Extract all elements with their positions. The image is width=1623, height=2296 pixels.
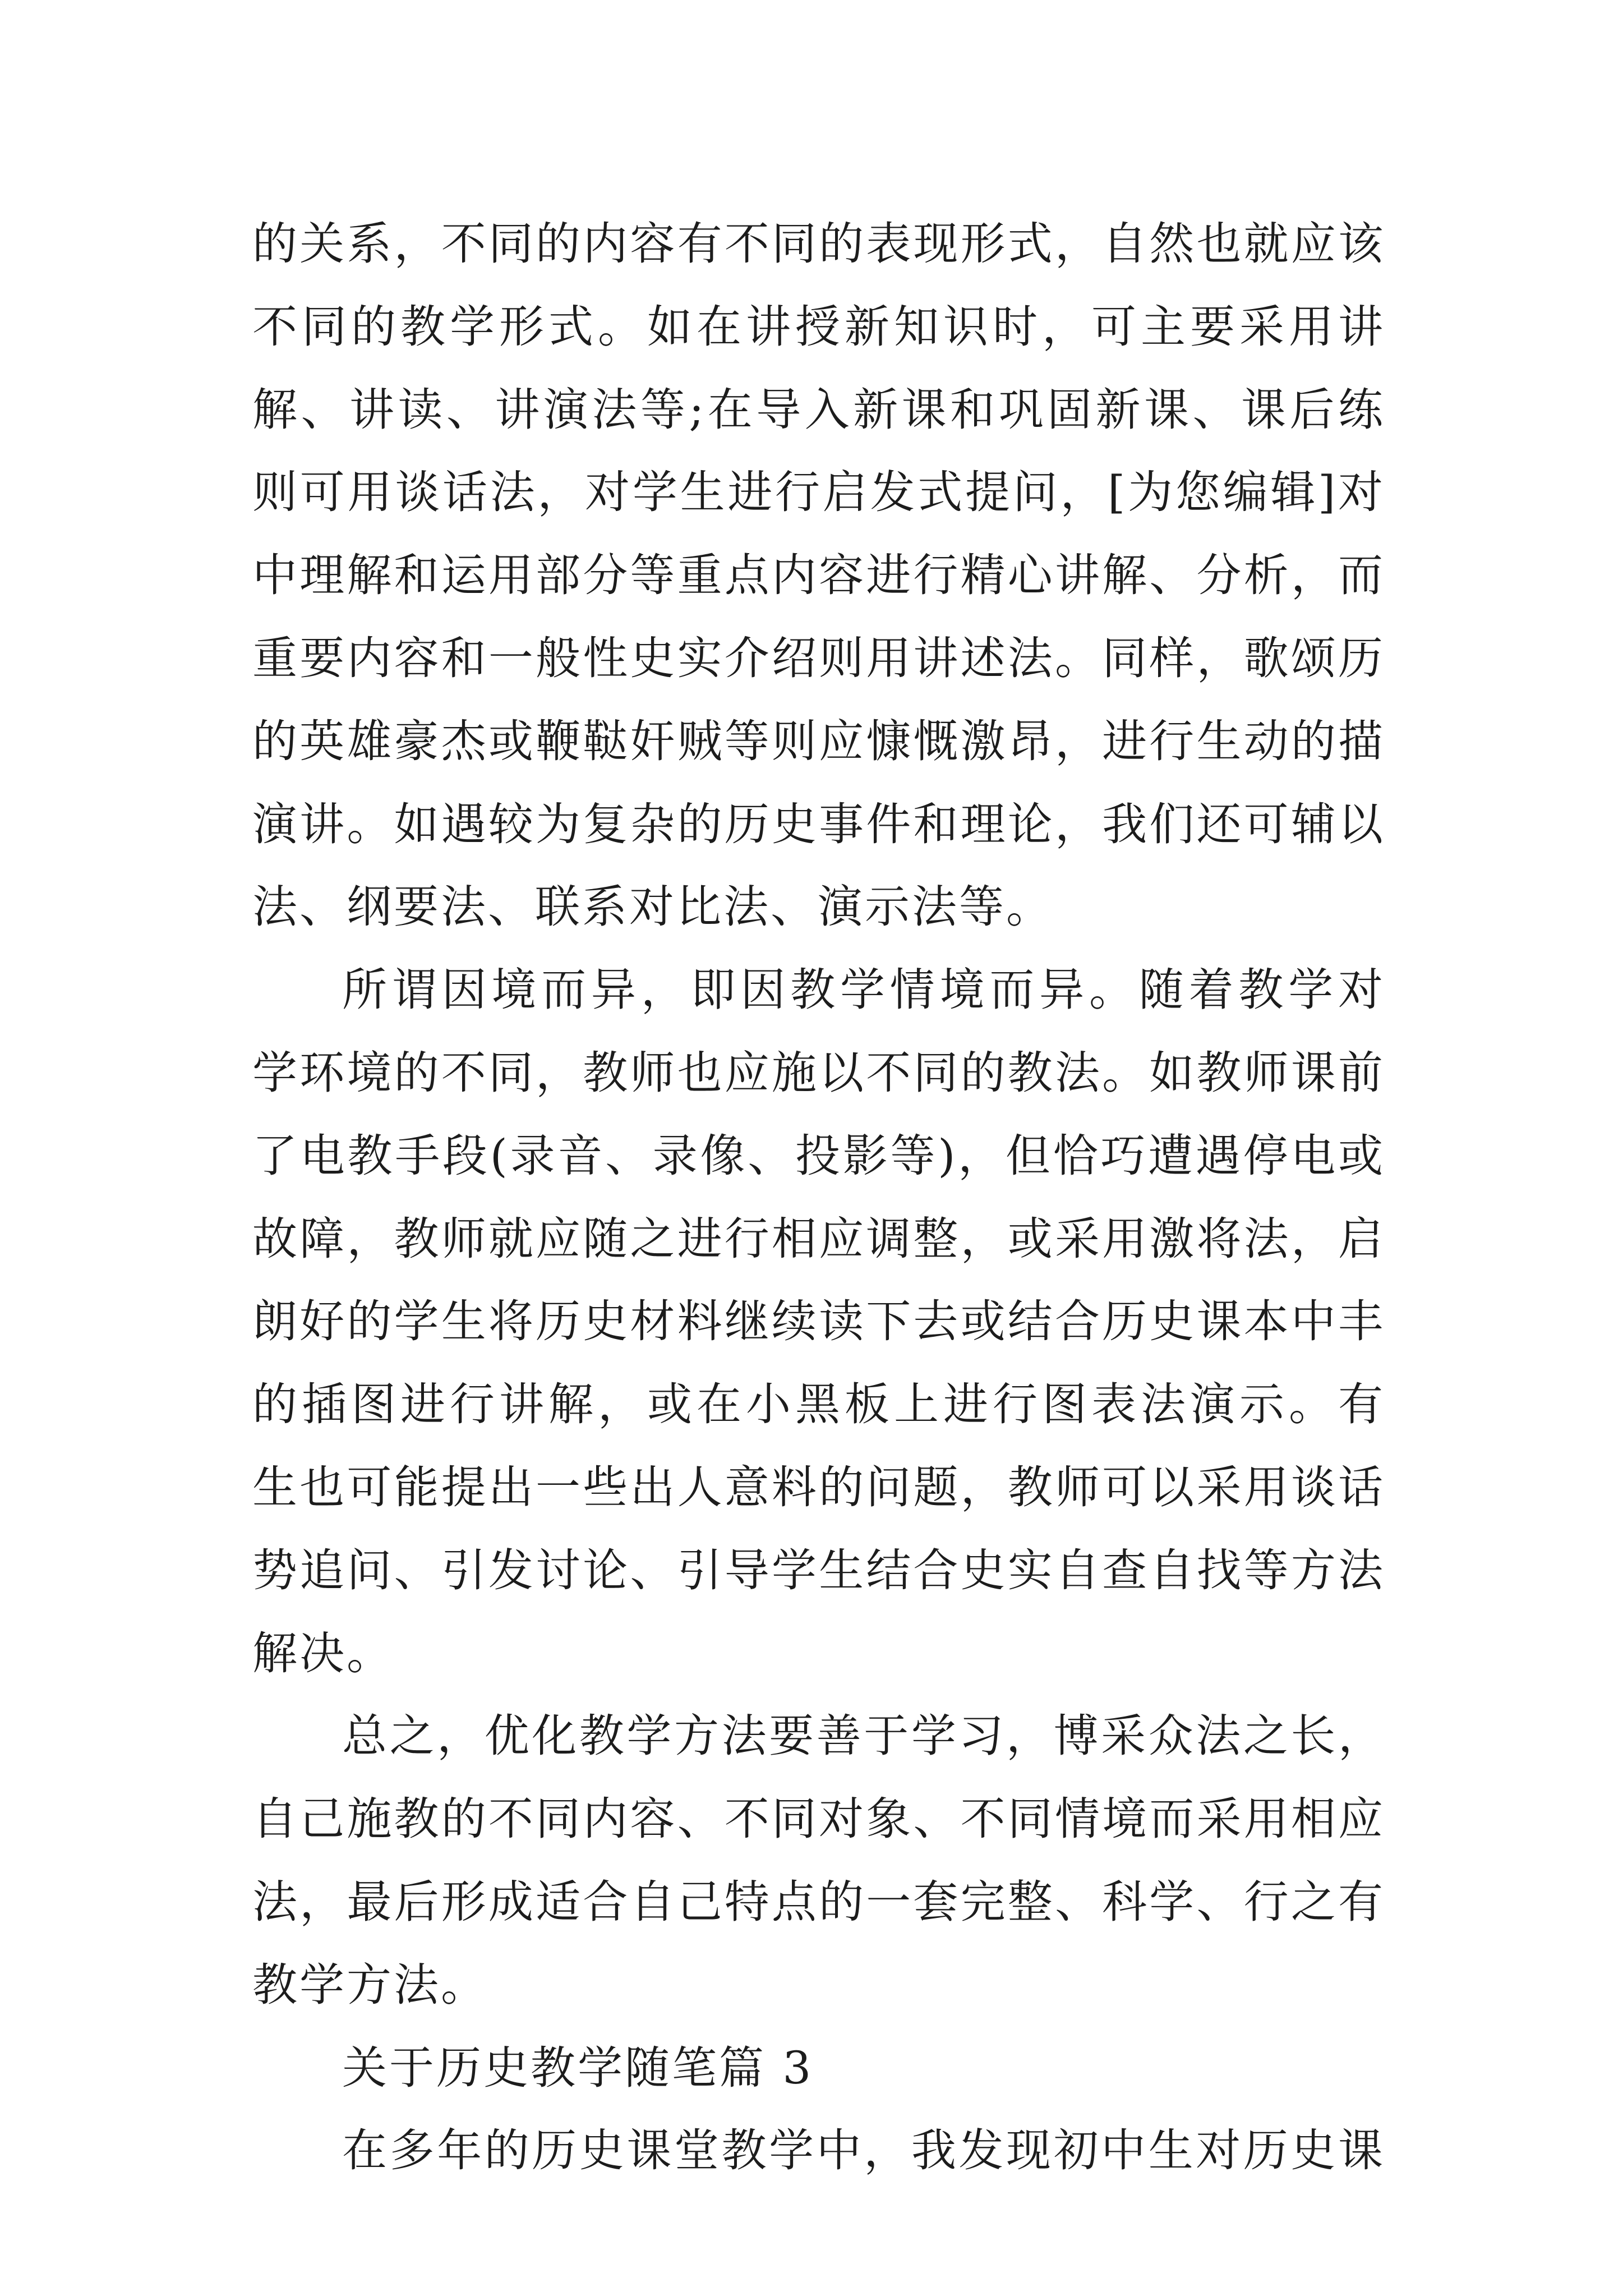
- text-line: 的关系，不同的内容有不同的表现形式，自然也就应该: [252, 218, 1385, 270]
- text-line: 朗好的学生将历史材料继续读下去或结合历史课本中丰: [252, 1295, 1385, 1348]
- text-line: 不同的教学形式。如在讲授新知识时，可主要采用讲: [252, 300, 1385, 353]
- text-line: 解、讲读、讲演法等;在导入新课和巩固新课、课后练: [252, 383, 1385, 436]
- text-line: 演讲。如遇较为复杂的历史事件和理论，我们还可辅以: [252, 798, 1385, 850]
- paragraph-start-line: 总之，优化教学方法要善于学习，博采众法之长，: [342, 1710, 1385, 1763]
- paragraph-start-line: 所谓因境而异，即因教学情境而异。随着教学对: [342, 964, 1385, 1016]
- text-line: 法、纲要法、联系对比法、演示法等。: [252, 881, 1053, 933]
- text-line: 重要内容和一般性史实介绍则用讲述法。同样，歌颂历: [252, 632, 1385, 684]
- text-line: 故障，教师就应随之进行相应调整，或采用激将法，启: [252, 1212, 1385, 1265]
- text-line: 的插图进行讲解，或在小黑板上进行图表法演示。有: [252, 1378, 1385, 1431]
- text-line: 则可用谈话法，对学生进行启发式提问，[为您编辑]对: [252, 466, 1385, 519]
- section-heading: 关于历史教学随笔篇 3: [342, 2041, 814, 2094]
- text-line: 的英雄豪杰或鞭鞑奸贼等则应慷慨激昂，进行生动的描: [252, 715, 1385, 767]
- text-line: 解决。: [252, 1627, 394, 1680]
- text-line: 势追问、引发讨论、引导学生结合史实自查自找等方法: [252, 1544, 1385, 1596]
- text-line: 自己施教的不同内容、不同对象、不同情境而采用相应: [252, 1793, 1385, 1846]
- text-line: 中理解和运用部分等重点内容进行精心讲解、分析，而: [252, 549, 1385, 602]
- body-text: [252, 203, 1385, 2192]
- text-line: 教学方法。: [252, 1958, 488, 2011]
- text-line: 法，最后形成适合自己特点的一套完整、科学、行之有: [252, 1875, 1385, 1928]
- text-line: 学环境的不同，教师也应施以不同的教法。如教师课前: [252, 1046, 1385, 1099]
- paragraph-start-line: 在多年的历史课堂教学中，我发现初中生对历史课: [342, 2124, 1385, 2177]
- text-line: 生也可能提出一些出人意料的问题，教师可以采用谈话: [252, 1461, 1385, 1513]
- text-line: 了电教手段(录音、录像、投影等)，但恰巧遭遇停电或: [252, 1129, 1385, 1182]
